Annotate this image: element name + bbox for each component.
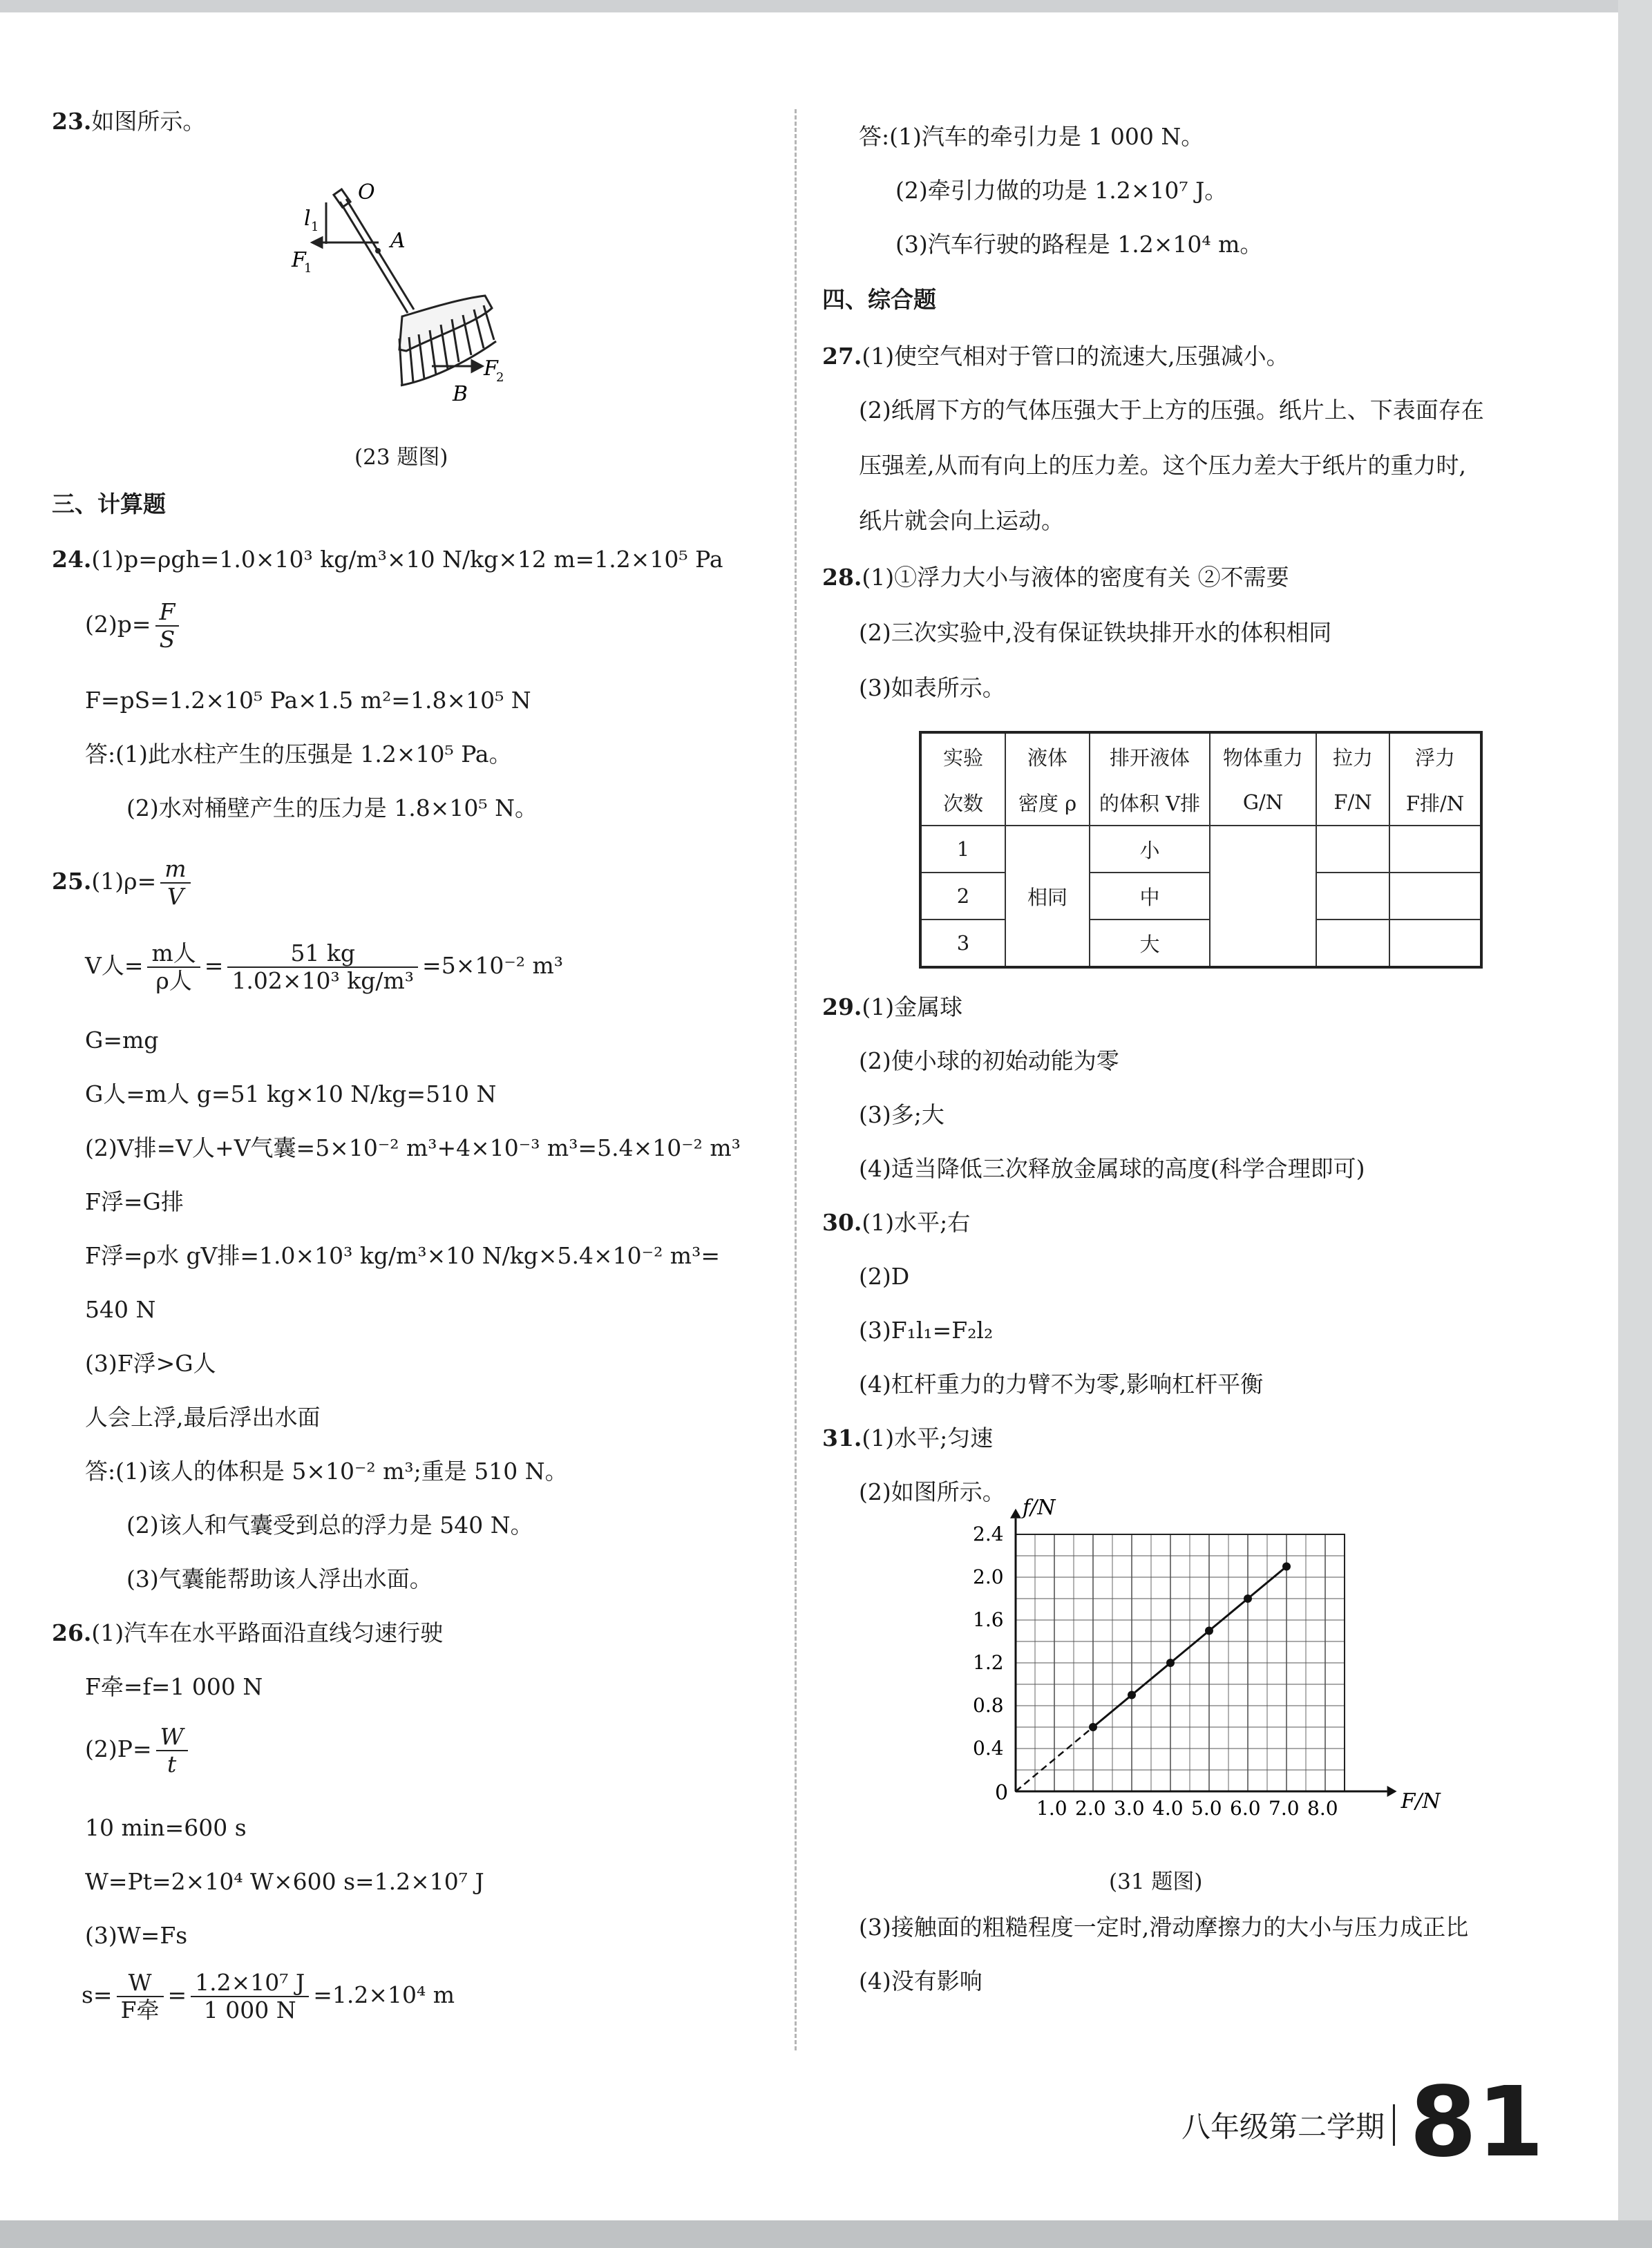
th-displaced-2: 的体积 V排 (1090, 779, 1210, 826)
q30-label: 30. (822, 1209, 862, 1236)
q25-line4: G人=m人 g=51 kg×10 N/kg=510 N (85, 1080, 497, 1107)
q30-line3: (3)F₁l₁=F₂l₂ (859, 1317, 994, 1344)
label-o: O (358, 180, 375, 204)
grade-label: 八年级第二学期 (1181, 2110, 1385, 2144)
cell-volume-1: 小 (1090, 826, 1210, 873)
q25-l2-post: =5×10⁻² m³ (422, 952, 563, 979)
cell-trial-1: 1 (920, 826, 1005, 873)
th-buoyancy-2: F排/N (1389, 779, 1481, 826)
q26-frac2-den: F牵 (117, 1996, 164, 2023)
th-pull-2: F/N (1316, 779, 1389, 826)
y-axis-arrow (1010, 1509, 1021, 1518)
y-tick-label: 0.8 (973, 1694, 1004, 1717)
data-point (1205, 1627, 1213, 1635)
q25-frac1-den: V (160, 882, 190, 910)
q31-line2: (2)如图所示。 (859, 1478, 1005, 1505)
q26-line6: (3)W=Fs (85, 1922, 188, 1949)
cell-buoy-1 (1389, 826, 1481, 873)
q25-l1-pre: (1)ρ= (91, 868, 157, 895)
q23-caption: (23 题图) (354, 445, 448, 470)
q26-label: 26. (52, 1619, 92, 1646)
q26-line1 (52, 1619, 443, 1647)
q25-l2-pre: V人= (85, 952, 144, 979)
label-l1: l (304, 207, 311, 231)
cell-density-same: 相同 (1005, 826, 1090, 967)
q30-line2: (2)D (859, 1263, 910, 1290)
q29-line3: (3)多;大 (859, 1101, 944, 1128)
cell-pull-3 (1316, 920, 1389, 967)
q29-label: 29. (822, 993, 862, 1020)
cell-buoy-3 (1389, 920, 1481, 967)
point-a-dot (375, 248, 381, 254)
q30-line4: (4)杠杆重力的力臂不为零,影响杠杆平衡 (859, 1371, 1264, 1398)
q31-line1 (822, 1425, 993, 1452)
q24-line5: (2)水对桶壁产生的压力是 1.8×10⁵ N。 (126, 794, 538, 821)
q26-answer-1: 答:(1)汽车的牵引力是 1 000 N。 (859, 123, 1204, 150)
q25-line3: G=mg (85, 1027, 159, 1054)
q30-line1 (822, 1209, 970, 1237)
chart-grid (1016, 1534, 1345, 1791)
q31-caption: (31 题图) (1109, 1869, 1203, 1894)
q23-label: 23. (52, 108, 92, 135)
q27-line3: 压强差,从而有向上的压力差。这个压力差大于纸片的重力时, (859, 452, 1466, 479)
column-divider (795, 109, 797, 2050)
q25-line11: 答:(1)该人的体积是 5×10⁻² m³;重是 510 N。 (85, 1458, 568, 1485)
label-b: B (453, 382, 468, 406)
q31-line4: (4)没有影响 (859, 1968, 982, 1994)
label-f2: F (484, 356, 498, 381)
section3-heading: 三、计算题 (52, 490, 166, 517)
label-f2-sub: 2 (496, 370, 504, 385)
q29-line4: (4)适当降低三次释放金属球的高度(科学合理即可) (859, 1155, 1365, 1182)
page-number: 81 (1409, 2066, 1544, 2179)
answer-page (0, 12, 1618, 2220)
q27-line4: 纸片就会向上运动。 (859, 507, 1064, 534)
data-point (1282, 1563, 1291, 1571)
data-point (1244, 1594, 1252, 1603)
q28-data-table (919, 731, 1483, 969)
q26-frac1-num: W (160, 1723, 184, 1750)
chart-marks (1016, 1563, 1291, 1792)
data-point (1128, 1691, 1136, 1699)
y-tick-label: 2.4 (973, 1523, 1004, 1545)
y-tick-label: 2.0 (973, 1565, 1004, 1588)
q26-l7-post: =1.2×10⁴ m (313, 1981, 455, 2008)
x-tick-label: 7.0 (1269, 1797, 1300, 1820)
th-pull: 拉力 (1316, 732, 1389, 779)
q25-line2 (85, 938, 563, 994)
origin-label: 0 (995, 1781, 1009, 1805)
th-liquid-2: 密度 ρ (1005, 779, 1090, 826)
q25-line10: 人会上浮,最后浮出水面 (85, 1404, 321, 1431)
f1-arrowhead (312, 238, 322, 247)
th-displaced: 排开液体 (1090, 732, 1210, 779)
q27-line1 (822, 343, 1289, 370)
cell-weight-merged (1210, 826, 1316, 967)
q24-line2 (85, 597, 183, 653)
q25-frac1-num: m (164, 855, 187, 882)
y-tick-label: 0.4 (973, 1737, 1004, 1760)
q26-frac3-den: 1 000 N (191, 1996, 309, 2023)
q26-text1: (1)汽车在水平路面沿直线匀速行驶 (91, 1619, 444, 1646)
cell-buoy-2 (1389, 873, 1481, 920)
broom-handle-left (340, 202, 408, 313)
q24-label: 24. (52, 546, 92, 573)
th-trial-2: 次数 (920, 779, 1005, 826)
label-a: A (390, 229, 406, 253)
data-point (1166, 1659, 1175, 1667)
y-axis-label: f/N (1023, 1495, 1056, 1520)
q25-line1 (52, 854, 195, 910)
scan-edge-right (1618, 0, 1652, 2248)
q25-frac2-num: m人 (151, 940, 196, 966)
scan-edge-bottom (0, 2220, 1652, 2248)
q29-text1: (1)金属球 (862, 993, 963, 1020)
y-tick-label: 1.2 (973, 1651, 1004, 1674)
th-buoyancy: 浮力 (1389, 732, 1481, 779)
q25-frac3-num: 51 kg (290, 940, 356, 966)
x-tick-label: 2.0 (1075, 1797, 1106, 1820)
cell-trial-2: 2 (920, 873, 1005, 920)
chart-axes (1010, 1509, 1397, 1797)
q29-line1 (822, 993, 962, 1021)
q24-line4: 答:(1)此水柱产生的压强是 1.2×10⁵ Pa。 (85, 741, 512, 768)
q25-frac1 (160, 856, 190, 910)
q31-label: 31. (822, 1425, 862, 1451)
broom-lever-figure (276, 178, 539, 413)
q25-line6: F浮=G排 (85, 1188, 184, 1215)
table-row (920, 826, 1481, 873)
table-header-row-2 (920, 779, 1481, 826)
x-tick-label: 5.0 (1191, 1797, 1222, 1820)
q26-line7 (82, 1968, 455, 2023)
q26-l3-pre: (2)P= (85, 1735, 152, 1762)
cell-volume-2: 中 (1090, 873, 1210, 920)
table-header-row-1 (920, 732, 1481, 779)
q24-frac-num: F (159, 598, 175, 625)
friction-force-chart (960, 1495, 1441, 1847)
q25-line9: (3)F浮>G人 (85, 1350, 216, 1377)
x-tick-label: 3.0 (1114, 1797, 1145, 1820)
q26-frac2 (117, 1970, 164, 2023)
x-tick-label: 1.0 (1036, 1797, 1067, 1820)
q27-label: 27. (822, 343, 862, 370)
cell-pull-2 (1316, 873, 1389, 920)
broom-handle-right (346, 199, 414, 309)
table-row (920, 873, 1481, 920)
label-f1: F (292, 248, 306, 272)
q26-line4: 10 min=600 s (85, 1814, 247, 1841)
q26-frac3 (191, 1970, 309, 2023)
q23-text: 如图所示。 (91, 108, 206, 135)
section4-heading: 四、综合题 (822, 286, 936, 313)
q25-frac3 (227, 940, 418, 994)
q25-line8: 540 N (85, 1296, 156, 1323)
x-axis-arrow (1387, 1786, 1397, 1797)
y-tick-label: 1.6 (973, 1608, 1004, 1631)
q28-label: 28. (822, 564, 862, 591)
f2-arrowhead (472, 361, 482, 372)
th-weight-2: G/N (1210, 779, 1316, 826)
q26-l7-eq: = (167, 1981, 187, 2008)
q31-line3: (3)接触面的粗糙程度一定时,滑动摩擦力的大小与压力成正比 (859, 1914, 1469, 1941)
th-trial: 实验 (920, 732, 1005, 779)
q26-line5: W=Pt=2×10⁴ W×600 s=1.2×10⁷ J (85, 1868, 484, 1895)
q24-frac-den: S (155, 625, 180, 653)
q27-line2: (2)纸屑下方的气体压强大于上方的压强。纸片上、下表面存在 (859, 397, 1484, 423)
label-l1-sub: 1 (311, 220, 319, 234)
q26-frac1-den: t (156, 1750, 188, 1778)
label-f1-sub: 1 (304, 261, 312, 276)
cell-trial-3: 3 (920, 920, 1005, 967)
q24-line1 (52, 546, 723, 573)
q25-frac2 (147, 940, 200, 994)
footer-separator (1393, 2104, 1395, 2146)
q31-text1: (1)水平;匀速 (862, 1425, 994, 1451)
q30-text1: (1)水平;右 (862, 1209, 971, 1236)
q24-fraction (155, 599, 180, 653)
q26-frac1 (156, 1724, 188, 1778)
q29-line2: (2)使小球的初始动能为零 (859, 1047, 1119, 1074)
q25-frac2-den: ρ人 (147, 966, 200, 994)
q24-l2-pre: (2)p= (85, 611, 151, 638)
q26-line2: F牵=f=1 000 N (85, 1673, 263, 1700)
q26-answer-3: (3)汽车行驶的路程是 1.2×10⁴ m。 (895, 231, 1263, 258)
q26-l7-pre: s= (82, 1981, 113, 2008)
q25-line13: (3)气囊能帮助该人浮出水面。 (126, 1565, 433, 1592)
q28-line1 (822, 564, 1289, 591)
q25-line7: F浮=ρ水 gV排=1.0×10³ kg/m³×10 N/kg×5.4×10⁻² m³= (85, 1242, 720, 1269)
q26-line3 (85, 1722, 192, 1778)
q26-frac2-num: W (128, 1969, 152, 1996)
x-tick-label: 6.0 (1230, 1797, 1261, 1820)
q25-label: 25. (52, 868, 92, 895)
q24-text1: (1)p=ρgh=1.0×10³ kg/m³×10 N/kg×12 m=1.2×10⁵ Pa (91, 546, 723, 573)
q25-line5: (2)V排=V人+V气囊=5×10⁻² m³+4×10⁻³ m³=5.4×10⁻² m³ (85, 1134, 741, 1161)
th-weight: 物体重力 (1210, 732, 1316, 779)
x-tick-label: 8.0 (1307, 1797, 1338, 1820)
x-axis-label: F/N (1401, 1789, 1441, 1813)
q26-frac3-num: 1.2×10⁷ J (195, 1969, 305, 1996)
q24-line3: F=pS=1.2×10⁵ Pa×1.5 m²=1.8×10⁵ N (85, 687, 531, 714)
q25-l2-eq: = (204, 952, 224, 979)
q25-frac3-den: 1.02×10³ kg/m³ (227, 966, 418, 994)
q25-line12: (2)该人和气囊受到总的浮力是 540 N。 (126, 1512, 533, 1539)
q28-line2: (2)三次实验中,没有保证铁块排开水的体积相同 (859, 619, 1332, 646)
cell-volume-3: 大 (1090, 920, 1210, 967)
q27-text1: (1)使空气相对于管口的流速大,压强减小。 (862, 343, 1289, 370)
q26-answer-2: (2)牵引力做的功是 1.2×10⁷ J。 (895, 177, 1228, 204)
q28-text1: (1)①浮力大小与液体的密度有关 ②不需要 (862, 564, 1289, 591)
table-row (920, 920, 1481, 967)
cell-pull-1 (1316, 826, 1389, 873)
q23-line (52, 108, 205, 135)
x-tick-label: 4.0 (1152, 1797, 1184, 1820)
data-point (1089, 1723, 1097, 1731)
th-liquid: 液体 (1005, 732, 1090, 779)
q28-line3: (3)如表所示。 (859, 674, 1005, 701)
